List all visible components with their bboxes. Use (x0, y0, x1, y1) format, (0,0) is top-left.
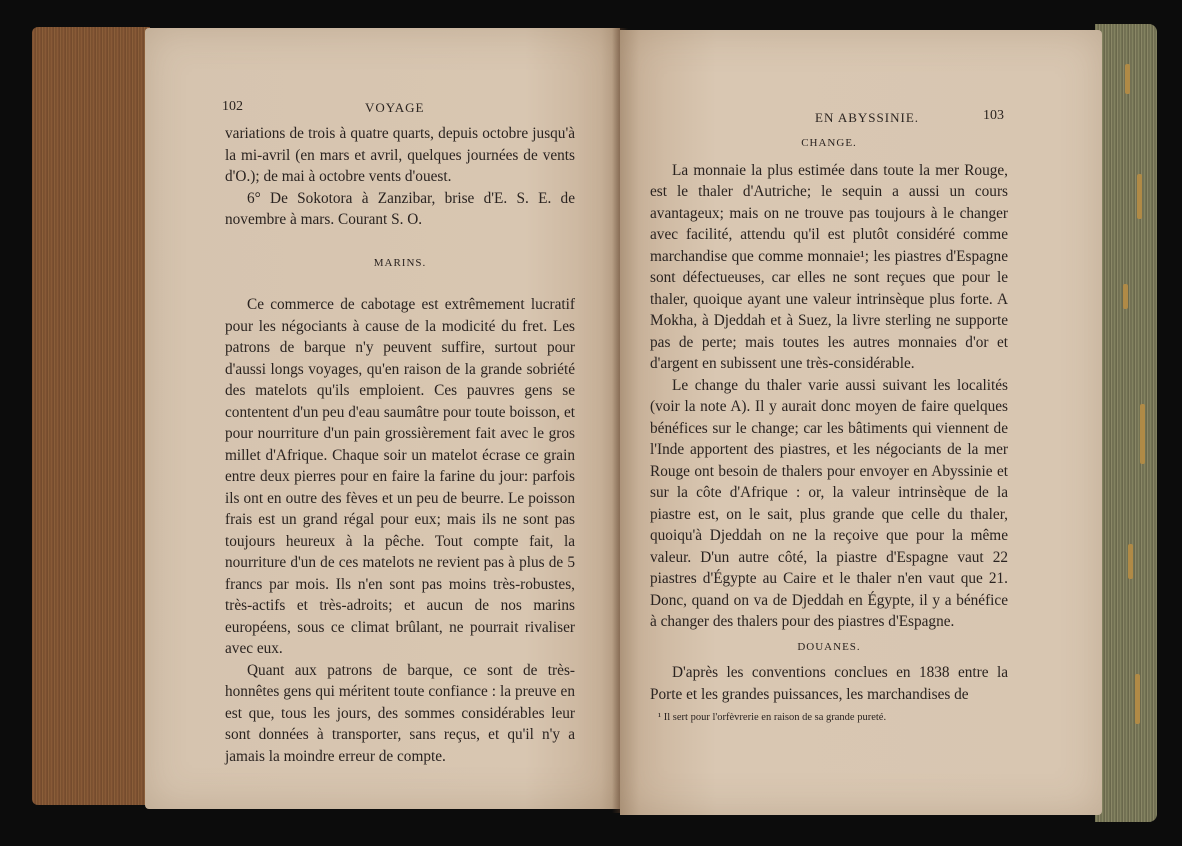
paragraph: 6° De Sokotora à Zanzibar, brise d'E. S. E. de novembre à mars. Courant S. O. (225, 189, 575, 228)
right-page (620, 30, 1102, 815)
section-heading: DOUANES. (797, 640, 861, 653)
section-heading: CHANGE. (801, 137, 857, 149)
footnote: ¹ Il sert pour l'orfèvrerie en raison de sa grande pureté. (658, 712, 887, 723)
left-page-text (225, 123, 575, 767)
page-number: 103 (983, 108, 1004, 123)
section-heading: MARINS. (373, 256, 427, 269)
paragraph: La monnaie la plus estimée dans toute la mer Rouge, est le thaler d'Autriche; le sequin a aussi un cours avantageux; mais on ne trouve pas toujours à le changer avec facilité, attendu qu'il est plutôt considéré comme marchandise que comme monnaie¹; les piastres d'Espagne sont défectueuses, car elles ne sont reçues que pour le thaler, quoique ayant une valeur intrinsèque plus forte. A Mokha, à Djeddah et à Suez, la livre sterling ne supporte pas de perte; mais toutes les autres monnaies d'or et d'argent en subissent une très-considérable. (650, 161, 1008, 372)
running-head: EN ABYSSINIE. (815, 110, 920, 125)
left-page (145, 28, 620, 809)
page-block-right-edge (1095, 24, 1157, 822)
right-page-text (650, 133, 1008, 725)
paragraph: variations de trois à quatre quarts, depuis octobre jusqu'à la mi-avril (en mars et avril, quelques journées de vents d'O.); de mai à octobre vents d'ouest. (225, 125, 575, 185)
paragraph: Ce commerce de cabotage est extrêmement lucratif pour les négociants à cause de la modicité du fret. Les patrons de barque n'y peuvent suffire, surtout pour d'aussi longs voyages, qu'en raison de la grande sobriété des matelots qu'ils emploient. Ces pauvres gens se contentent d'un peu d'eau saumâtre pour toute boisson, et pour nourriture d'un pain grossièrement fait avec le gros millet d'Afrique. Chaque soir un matelot écrase ce grain entre deux pierres pour en faire la farine du jour: parfois ils ont en outre des fèves et un peu de beurre. Le poisson frais est un grand régal pour eux; mais ils ne sont pas toujours heureux à la pêche. Tout compte fait, la nourriture d'un de ces matelots ne revient pas à plus de 5 francs par mois. Ils n'en sont pas moins très-robustes, très-actifs et très-adroits; et aucun de nos marins européens, sous ce climat brûlant, ne pourrait rivaliser avec eux. (225, 296, 575, 657)
page-number: 102 (222, 99, 243, 114)
paragraph: D'après les conventions conclues en 1838 entre la Porte et les grandes puissances, les marchandises de (650, 664, 1008, 703)
page-block-left-edge (32, 27, 150, 805)
running-head: VOYAGE (365, 100, 425, 115)
paragraph: Quant aux patrons de barque, ce sont de très-honnêtes gens qui méritent toute confiance : la preuve en est que, tous les jours, des sommes considérables leur sont données à transporter, sans reçus, et qu'il n'y a jamais la moindre erreur de compte. (225, 661, 575, 765)
paragraph: Le change du thaler varie aussi suivant les localités (voir la note A). Il y aurait donc moyen de faire quelques bénéfices sur le change; car les bâtiments qui viennent de l'Inde apportent des piastres, et les négociants de la mer Rouge ont besoin de thalers pour envoyer en Abyssinie et sur la côte d'Afrique : or, la valeur intrinsèque de la piastre est, on le sait, plus grande que celle du thaler, quoiqu'à Djeddah on ne la reçoive que pour la même valeur. D'un autre côté, la piastre d'Espagne vaut 22 piastres d'Égypte au Caire et le thaler n'en vaut que 21. Donc, quand on va de Djeddah en Égypte, il y a bénéfice à changer des thalers pour des piastres d'Espagne. (650, 376, 1008, 630)
